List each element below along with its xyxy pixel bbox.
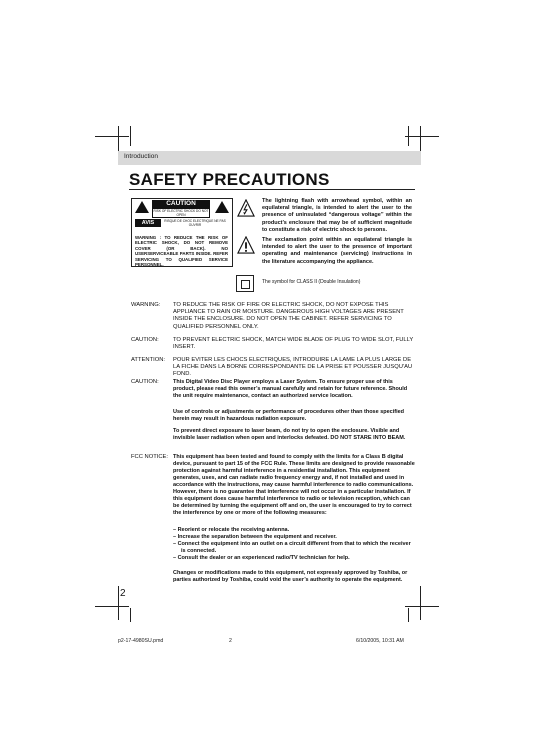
lightning-triangle-icon xyxy=(237,199,255,217)
section-header-bar xyxy=(118,151,421,165)
lightning-symbol-description: The lightning flash with arrowhead symbol, within an equilateral triangle, is intended to alert the user to the presence of uninsulated “dangerous voltage” within the product’s enclosure that may be of sufficient magnitude to constitute a risk of electric shock to persons. xyxy=(262,198,412,233)
warning-label: WARNING: xyxy=(131,302,161,308)
fcc-measures-list xyxy=(173,527,416,562)
crop-mark xyxy=(118,586,119,620)
caution-laser-paragraph-3: To prevent direct exposure to laser beam, do not try to open the enclosure. Visible and invisible laser radiation when open and interlocks defeated. DO NOT STARE INTO BEAM. xyxy=(173,428,406,441)
footer-date: 6/10/2005, 10:31 AM xyxy=(356,638,404,644)
crop-mark xyxy=(95,136,129,137)
caution-label: CAUTION: xyxy=(131,337,159,343)
crop-mark xyxy=(405,136,439,137)
crop-mark xyxy=(405,606,439,607)
caution-label-warning: WARNING : TO REDUCE THE RISK OF ELECTRIC SHOCK, DO NOT REMOVE COVER (OR BACK). NO USERSERVICEABLE PARTS INSIDE. REFER SERVICING TO QUALIFIED SERVICE PERSONNEL. xyxy=(135,235,228,268)
caution-laser-paragraph-1: This Digital Video Disc Player employs a Laser System. To ensure proper use of this product, please read this owner’s manual carefully and retain for future reference. Should the unit require maintenance, contact an authorized service location. xyxy=(173,379,408,399)
list-item: – Connect the equipment into an outlet on a circuit different from that to which the receiver is connected. xyxy=(173,541,411,554)
class-ii-double-insulation-icon xyxy=(236,275,254,292)
crop-mark xyxy=(408,608,409,622)
footer-page: 2 xyxy=(229,638,232,644)
attention-label: ATTENTION: xyxy=(131,357,166,363)
section-label: Introduction xyxy=(124,153,158,160)
list-item: – Reorient or relocate the receiving antenna. xyxy=(173,527,290,533)
caution-laser-label: CAUTION: xyxy=(131,379,159,385)
exclamation-triangle-icon xyxy=(237,236,255,254)
avis-label: AVIS xyxy=(135,219,161,227)
crop-mark xyxy=(130,126,131,146)
lightning-warning-icon xyxy=(135,201,149,213)
exclamation-symbol-description: The exclamation point within an equilateral triangle is intended to alert the user to the presence of important operating and maintenance (servicing) instructions in the literature accompanying the appliance. xyxy=(262,237,412,265)
caution-plug-text: TO PREVENT ELECTRIC SHOCK, MATCH WIDE BLADE OF PLUG TO WIDE SLOT, FULLY INSERT. xyxy=(173,337,414,351)
footer-filename: p2-17-4980SU.pmd xyxy=(118,638,164,644)
attention-text: POUR EVITER LES CHOCS ELECTRIQUES, INTRODUIRE LA LAME LA PLUS LARGE DE LA FICHE DANS LA BORNE CORRESPONDANTE DE LA PRISE ET POUSSER JUSQU’AU FOND. xyxy=(173,357,413,378)
page-title: SAFETY PRECAUTIONS xyxy=(129,170,330,189)
fcc-notice-paragraph-1: This equipment has been tested and found to comply with the limits for a Class B digital device, pursuant to part 15 of the FCC Rule. These limits are designed to provide reasonable protection against harmful interference in a residential installation. This equipment generates, uses, and can radiate radio frequency energy and, if not installed and used in accordance with the instructions, may cause harmful interference to radio communications. However, there is no guarantee that interference will not occur in a particular installation. If this equipment does cause harmful interference to radio or television reception, which can be determined by turning the equipment off and on, the user is encouraged to try to correct the interference by one or more of the following measures: xyxy=(173,454,415,516)
crop-mark xyxy=(130,608,131,622)
class-ii-description: The symbol for CLASS II (Double Insulation) xyxy=(262,279,361,285)
crop-mark xyxy=(95,606,129,607)
list-item: – Increase the separation between the equipment and receiver. xyxy=(173,534,337,540)
list-item: – Consult the dealer or an experienced radio/TV technician for help. xyxy=(173,555,350,561)
avis-label-subtitle: RISQUE DE CHOC ELECTRIQUE NE PAS OUVRIR xyxy=(164,219,226,227)
page-number: 2 xyxy=(120,588,126,599)
caution-laser-paragraph-2: Use of controls or adjustments or performance of procedures other than those specified herein may result in hazardous radiation exposure. xyxy=(173,409,405,422)
warning-text: TO REDUCE THE RISK OF FIRE OR ELECTRIC SHOCK, DO NOT EXPOSE THIS APPLIANCE TO RAIN OR MOISTURE. DANGEROUS HIGH VOLTAGES ARE PRESENT INSIDE THE ENCLOSURE. DO NOT OPEN THE CABINET. REFER SERVICING TO QUALIFIED PERSONNEL ONLY. xyxy=(173,302,404,330)
title-divider xyxy=(129,189,415,190)
fcc-notice-paragraph-2: Changes or modifications made to this equipment, not expressly approved by Toshiba, or parties authorized by Toshiba, could void the user’s authority to operate the equipment. xyxy=(173,570,408,583)
caution-label-title: CAUTION xyxy=(152,200,210,208)
exclamation-warning-icon xyxy=(215,201,229,213)
fcc-notice-label: FCC NOTICE: xyxy=(131,454,169,460)
caution-label-subtitle: RISK OF ELECTRIC SHOCK DO NOT OPEN xyxy=(153,209,209,217)
crop-mark xyxy=(408,126,409,146)
crop-mark xyxy=(420,586,421,620)
